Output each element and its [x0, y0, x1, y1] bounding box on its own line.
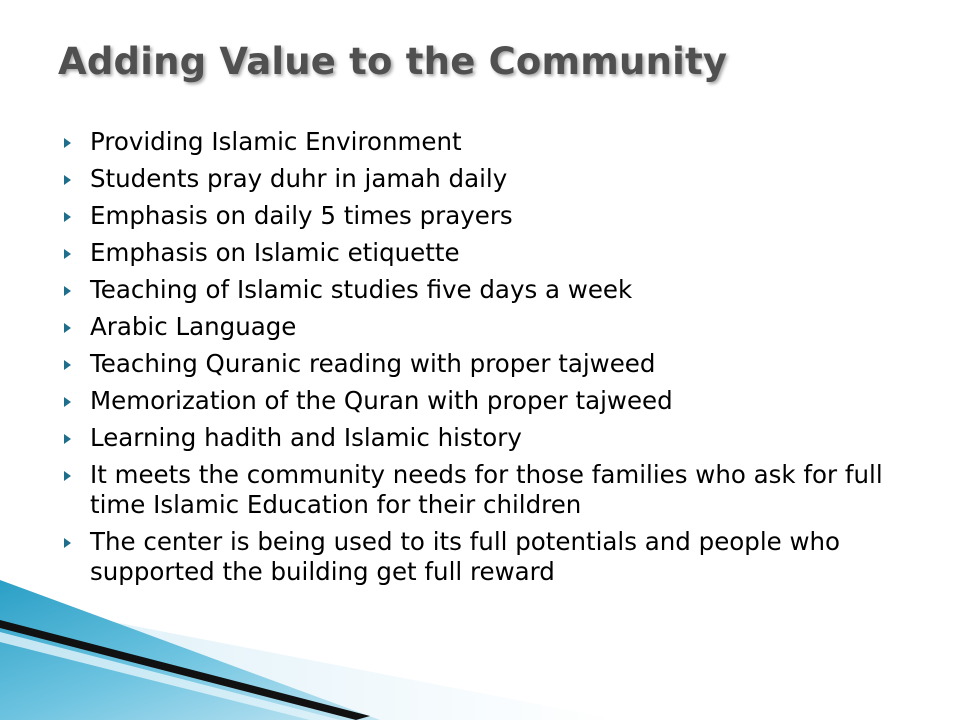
bullet-text: Emphasis on Islamic etiquette — [90, 238, 460, 267]
triangle-right-icon — [64, 212, 71, 222]
bullet-text: Teaching of Islamic studies five days a week — [90, 275, 633, 304]
triangle-right-icon — [64, 286, 71, 296]
bullet-item — [64, 275, 944, 305]
triangle-right-icon — [64, 249, 71, 259]
triangle-right-icon — [64, 138, 71, 148]
bullet-item — [64, 127, 944, 157]
bullet-item — [64, 460, 944, 520]
decorative-swoosh — [0, 580, 960, 720]
bullet-item — [64, 201, 944, 231]
bullet-list — [64, 127, 944, 594]
triangle-right-icon — [64, 323, 71, 333]
bullet-text: Arabic Language — [90, 312, 297, 341]
bullet-text: Memorization of the Quran with proper tajweed — [90, 386, 673, 415]
bullet-text: Providing Islamic Environment — [90, 127, 462, 156]
slide-title: Adding Value to the Community — [58, 40, 728, 83]
bullet-item — [64, 349, 944, 379]
bullet-text: Learning hadith and Islamic history — [90, 423, 522, 452]
bullet-item — [64, 312, 944, 342]
bullet-text: It meets the community needs for those families who ask for full time Islamic Education for their children — [90, 460, 883, 519]
triangle-right-icon — [64, 471, 71, 481]
bullet-text: The center is being used to its full potentials and people who supported the building get full reward — [90, 527, 841, 586]
bullet-item — [64, 238, 944, 268]
triangle-right-icon — [64, 360, 71, 370]
triangle-right-icon — [64, 397, 71, 407]
bullet-text: Emphasis on daily 5 times prayers — [90, 201, 513, 230]
bullet-item — [64, 527, 944, 587]
triangle-right-icon — [64, 175, 71, 185]
bullet-text: Teaching Quranic reading with proper tajweed — [90, 349, 656, 378]
bullet-item — [64, 423, 944, 453]
triangle-right-icon — [64, 434, 71, 444]
triangle-right-icon — [64, 538, 71, 548]
bullet-item — [64, 386, 944, 416]
bullet-item — [64, 164, 944, 194]
bullet-text: Students pray duhr in jamah daily — [90, 164, 508, 193]
